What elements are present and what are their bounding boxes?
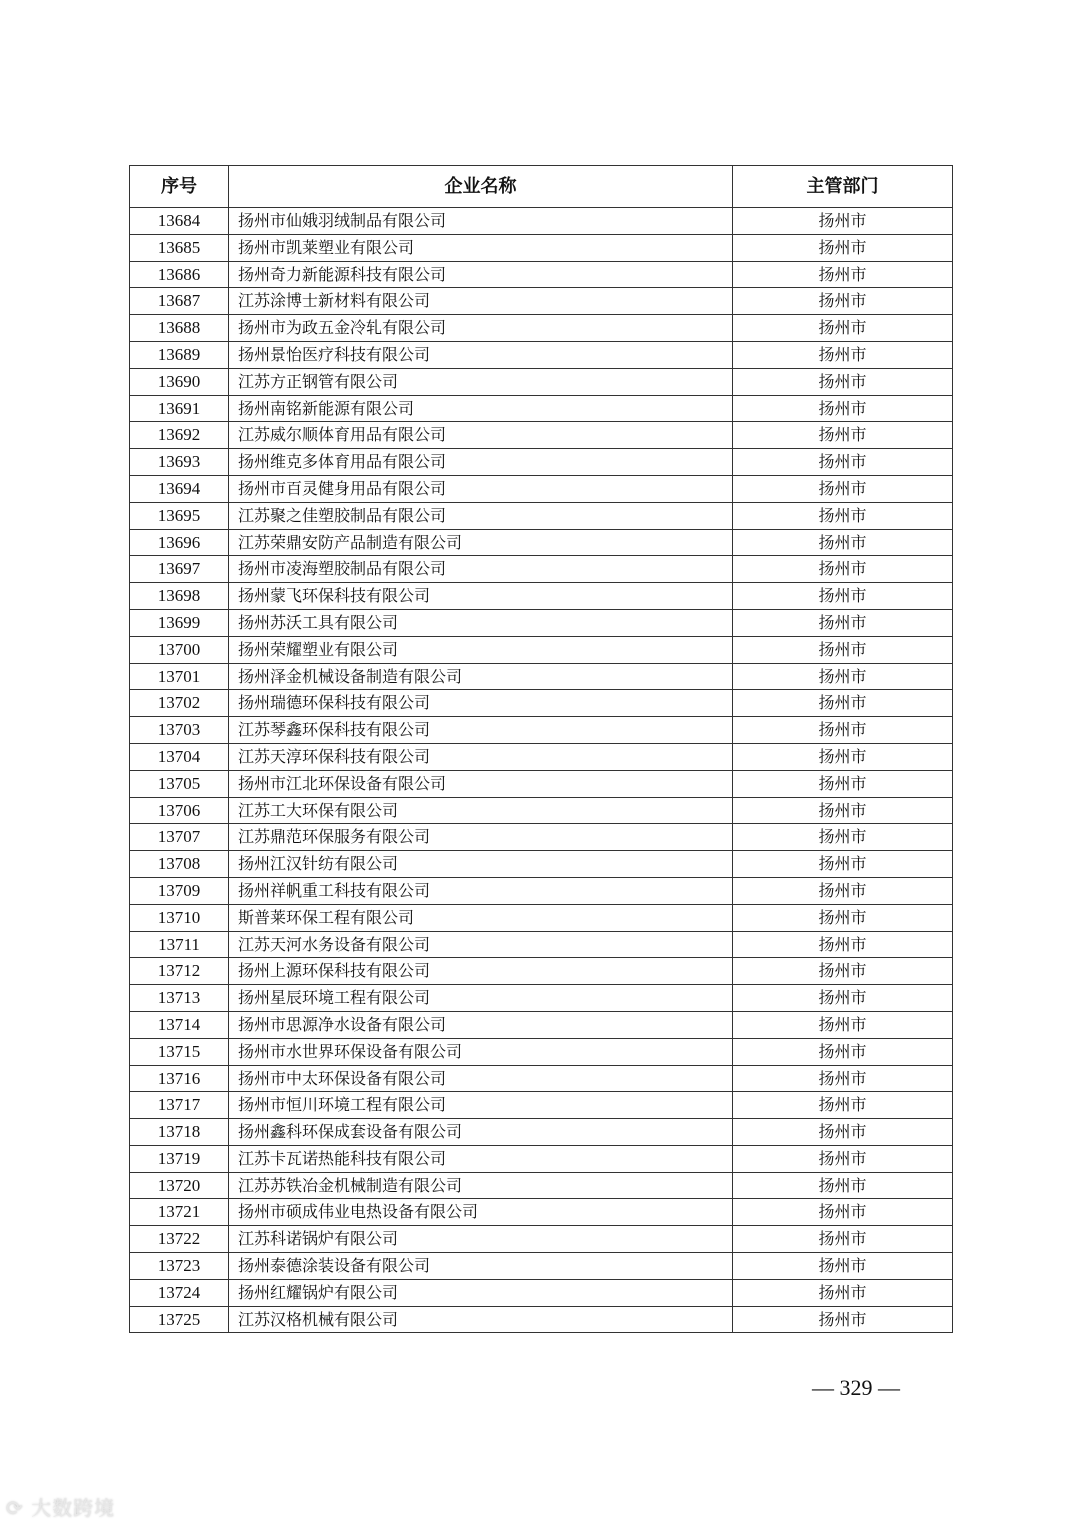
company-name-cell: 江苏汉格机械有限公司 bbox=[229, 1306, 733, 1333]
department-cell: 扬州市 bbox=[733, 315, 953, 342]
department-cell: 扬州市 bbox=[733, 475, 953, 502]
table-row bbox=[130, 609, 953, 636]
department-cell: 扬州市 bbox=[733, 1145, 953, 1172]
serial-number-cell: 13706 bbox=[130, 797, 229, 824]
watermark-logo bbox=[6, 1492, 115, 1521]
serial-number-cell: 13703 bbox=[130, 717, 229, 744]
company-table bbox=[129, 165, 953, 1333]
table-row bbox=[130, 770, 953, 797]
department-cell: 扬州市 bbox=[733, 824, 953, 851]
company-name-cell: 扬州江汉针纺有限公司 bbox=[229, 851, 733, 878]
table-row bbox=[130, 1145, 953, 1172]
serial-number-cell: 13709 bbox=[130, 877, 229, 904]
table-row bbox=[130, 743, 953, 770]
company-name-cell: 江苏鼎范环保服务有限公司 bbox=[229, 824, 733, 851]
table-row bbox=[130, 824, 953, 851]
table-row bbox=[130, 1065, 953, 1092]
company-name-cell: 扬州市凯莱塑业有限公司 bbox=[229, 234, 733, 261]
watermark-text: 大数跨境 bbox=[31, 1496, 116, 1520]
table-row bbox=[130, 502, 953, 529]
table-row bbox=[130, 583, 953, 610]
serial-number-cell: 13715 bbox=[130, 1038, 229, 1065]
department-cell: 扬州市 bbox=[733, 288, 953, 315]
table-row bbox=[130, 1279, 953, 1306]
company-name-cell: 扬州市恒川环境工程有限公司 bbox=[229, 1092, 733, 1119]
table-row bbox=[130, 1092, 953, 1119]
serial-number-cell: 13684 bbox=[130, 208, 229, 235]
table-row bbox=[130, 1038, 953, 1065]
serial-number-cell: 13694 bbox=[130, 475, 229, 502]
company-name-cell: 江苏聚之佳塑胶制品有限公司 bbox=[229, 502, 733, 529]
table-row bbox=[130, 1011, 953, 1038]
table-row bbox=[130, 449, 953, 476]
header-serial-number: 序号 bbox=[130, 166, 229, 208]
department-cell: 扬州市 bbox=[733, 770, 953, 797]
table-row bbox=[130, 529, 953, 556]
table-row bbox=[130, 985, 953, 1012]
company-name-cell: 扬州市硕成伟业电热设备有限公司 bbox=[229, 1199, 733, 1226]
table-row bbox=[130, 1172, 953, 1199]
table-row bbox=[130, 958, 953, 985]
serial-number-cell: 13722 bbox=[130, 1226, 229, 1253]
company-name-cell: 江苏琴鑫环保科技有限公司 bbox=[229, 717, 733, 744]
serial-number-cell: 13718 bbox=[130, 1119, 229, 1146]
company-name-cell: 扬州市中太环保设备有限公司 bbox=[229, 1065, 733, 1092]
department-cell: 扬州市 bbox=[733, 1092, 953, 1119]
company-name-cell: 扬州蒙飞环保科技有限公司 bbox=[229, 583, 733, 610]
department-cell: 扬州市 bbox=[733, 904, 953, 931]
department-cell: 扬州市 bbox=[733, 1279, 953, 1306]
department-cell: 扬州市 bbox=[733, 502, 953, 529]
table-row bbox=[130, 1119, 953, 1146]
table-header-row bbox=[130, 166, 953, 208]
company-name-cell: 扬州市江北环保设备有限公司 bbox=[229, 770, 733, 797]
table-row bbox=[130, 797, 953, 824]
serial-number-cell: 13691 bbox=[130, 395, 229, 422]
header-company-name: 企业名称 bbox=[229, 166, 733, 208]
page-number: — 329 — bbox=[812, 1375, 900, 1400]
department-cell: 扬州市 bbox=[733, 234, 953, 261]
department-cell: 扬州市 bbox=[733, 1172, 953, 1199]
company-name-cell: 扬州市水世界环保设备有限公司 bbox=[229, 1038, 733, 1065]
serial-number-cell: 13724 bbox=[130, 1279, 229, 1306]
table-row bbox=[130, 315, 953, 342]
serial-number-cell: 13692 bbox=[130, 422, 229, 449]
watermark-icon: ⟳ bbox=[6, 1496, 32, 1520]
table-row bbox=[130, 1199, 953, 1226]
serial-number-cell: 13702 bbox=[130, 690, 229, 717]
serial-number-cell: 13707 bbox=[130, 824, 229, 851]
company-name-cell: 扬州市思源净水设备有限公司 bbox=[229, 1011, 733, 1038]
serial-number-cell: 13710 bbox=[130, 904, 229, 931]
company-name-cell: 江苏科诺锅炉有限公司 bbox=[229, 1226, 733, 1253]
company-name-cell: 江苏方正钢管有限公司 bbox=[229, 368, 733, 395]
company-name-cell: 扬州荣耀塑业有限公司 bbox=[229, 636, 733, 663]
company-name-cell: 江苏苏铁冶金机械制造有限公司 bbox=[229, 1172, 733, 1199]
company-name-cell: 江苏涂博士新材料有限公司 bbox=[229, 288, 733, 315]
company-name-cell: 扬州南铭新能源有限公司 bbox=[229, 395, 733, 422]
serial-number-cell: 13708 bbox=[130, 851, 229, 878]
table-row bbox=[130, 1253, 953, 1280]
company-name-cell: 扬州市为政五金冷轧有限公司 bbox=[229, 315, 733, 342]
serial-number-cell: 13721 bbox=[130, 1199, 229, 1226]
department-cell: 扬州市 bbox=[733, 1199, 953, 1226]
serial-number-cell: 13699 bbox=[130, 609, 229, 636]
department-cell: 扬州市 bbox=[733, 208, 953, 235]
table-row bbox=[130, 690, 953, 717]
table-row bbox=[130, 341, 953, 368]
department-cell: 扬州市 bbox=[733, 1038, 953, 1065]
department-cell: 扬州市 bbox=[733, 529, 953, 556]
company-name-cell: 扬州苏沃工具有限公司 bbox=[229, 609, 733, 636]
company-name-cell: 扬州鑫科环保成套设备有限公司 bbox=[229, 1119, 733, 1146]
company-name-cell: 扬州景怡医疗科技有限公司 bbox=[229, 341, 733, 368]
company-name-cell: 扬州上源环保科技有限公司 bbox=[229, 958, 733, 985]
table-row bbox=[130, 1226, 953, 1253]
department-cell: 扬州市 bbox=[733, 583, 953, 610]
table-row bbox=[130, 475, 953, 502]
table-row bbox=[130, 663, 953, 690]
department-cell: 扬州市 bbox=[733, 717, 953, 744]
company-name-cell: 江苏卡瓦诺热能科技有限公司 bbox=[229, 1145, 733, 1172]
table-body bbox=[130, 208, 953, 1333]
department-cell: 扬州市 bbox=[733, 1253, 953, 1280]
table-row bbox=[130, 395, 953, 422]
serial-number-cell: 13720 bbox=[130, 1172, 229, 1199]
serial-number-cell: 13689 bbox=[130, 341, 229, 368]
department-cell: 扬州市 bbox=[733, 1119, 953, 1146]
department-cell: 扬州市 bbox=[733, 261, 953, 288]
table-row bbox=[130, 904, 953, 931]
table-row bbox=[130, 368, 953, 395]
department-cell: 扬州市 bbox=[733, 690, 953, 717]
table-row bbox=[130, 208, 953, 235]
department-cell: 扬州市 bbox=[733, 636, 953, 663]
serial-number-cell: 13717 bbox=[130, 1092, 229, 1119]
company-name-cell: 扬州奇力新能源科技有限公司 bbox=[229, 261, 733, 288]
company-name-cell: 扬州泽金机械设备制造有限公司 bbox=[229, 663, 733, 690]
department-cell: 扬州市 bbox=[733, 1306, 953, 1333]
serial-number-cell: 13685 bbox=[130, 234, 229, 261]
table-row bbox=[130, 636, 953, 663]
department-cell: 扬州市 bbox=[733, 958, 953, 985]
company-name-cell: 江苏工大环保有限公司 bbox=[229, 797, 733, 824]
serial-number-cell: 13695 bbox=[130, 502, 229, 529]
serial-number-cell: 13696 bbox=[130, 529, 229, 556]
department-cell: 扬州市 bbox=[733, 797, 953, 824]
serial-number-cell: 13697 bbox=[130, 556, 229, 583]
company-name-cell: 扬州红耀锅炉有限公司 bbox=[229, 1279, 733, 1306]
table-row bbox=[130, 288, 953, 315]
table-row bbox=[130, 556, 953, 583]
department-cell: 扬州市 bbox=[733, 609, 953, 636]
serial-number-cell: 13693 bbox=[130, 449, 229, 476]
serial-number-cell: 13701 bbox=[130, 663, 229, 690]
company-name-cell: 江苏天河水务设备有限公司 bbox=[229, 931, 733, 958]
serial-number-cell: 13713 bbox=[130, 985, 229, 1012]
company-name-cell: 斯普莱环保工程有限公司 bbox=[229, 904, 733, 931]
table-row bbox=[130, 1306, 953, 1333]
department-cell: 扬州市 bbox=[733, 1065, 953, 1092]
company-name-cell: 扬州祥帆重工科技有限公司 bbox=[229, 877, 733, 904]
company-name-cell: 扬州市百灵健身用品有限公司 bbox=[229, 475, 733, 502]
department-cell: 扬州市 bbox=[733, 931, 953, 958]
serial-number-cell: 13700 bbox=[130, 636, 229, 663]
serial-number-cell: 13723 bbox=[130, 1253, 229, 1280]
company-name-cell: 扬州维克多体育用品有限公司 bbox=[229, 449, 733, 476]
serial-number-cell: 13704 bbox=[130, 743, 229, 770]
table-row bbox=[130, 422, 953, 449]
company-name-cell: 扬州瑞德环保科技有限公司 bbox=[229, 690, 733, 717]
serial-number-cell: 13690 bbox=[130, 368, 229, 395]
department-cell: 扬州市 bbox=[733, 1011, 953, 1038]
department-cell: 扬州市 bbox=[733, 341, 953, 368]
company-name-cell: 江苏荣鼎安防产品制造有限公司 bbox=[229, 529, 733, 556]
table-row bbox=[130, 931, 953, 958]
serial-number-cell: 13705 bbox=[130, 770, 229, 797]
serial-number-cell: 13714 bbox=[130, 1011, 229, 1038]
company-name-cell: 江苏威尔顺体育用品有限公司 bbox=[229, 422, 733, 449]
company-name-cell: 扬州市凌海塑胶制品有限公司 bbox=[229, 556, 733, 583]
department-cell: 扬州市 bbox=[733, 851, 953, 878]
serial-number-cell: 13687 bbox=[130, 288, 229, 315]
table-row bbox=[130, 717, 953, 744]
department-cell: 扬州市 bbox=[733, 985, 953, 1012]
serial-number-cell: 13688 bbox=[130, 315, 229, 342]
department-cell: 扬州市 bbox=[733, 556, 953, 583]
company-name-cell: 扬州市仙娥羽绒制品有限公司 bbox=[229, 208, 733, 235]
serial-number-cell: 13711 bbox=[130, 931, 229, 958]
table-row bbox=[130, 234, 953, 261]
serial-number-cell: 13712 bbox=[130, 958, 229, 985]
table-row bbox=[130, 877, 953, 904]
serial-number-cell: 13725 bbox=[130, 1306, 229, 1333]
department-cell: 扬州市 bbox=[733, 877, 953, 904]
department-cell: 扬州市 bbox=[733, 395, 953, 422]
table-row bbox=[130, 261, 953, 288]
department-cell: 扬州市 bbox=[733, 1226, 953, 1253]
company-name-cell: 扬州泰德涂装设备有限公司 bbox=[229, 1253, 733, 1280]
company-name-cell: 江苏天淳环保科技有限公司 bbox=[229, 743, 733, 770]
department-cell: 扬州市 bbox=[733, 422, 953, 449]
company-name-cell: 扬州星辰环境工程有限公司 bbox=[229, 985, 733, 1012]
department-cell: 扬州市 bbox=[733, 663, 953, 690]
header-department: 主管部门 bbox=[733, 166, 953, 208]
serial-number-cell: 13698 bbox=[130, 583, 229, 610]
serial-number-cell: 13716 bbox=[130, 1065, 229, 1092]
table-row bbox=[130, 851, 953, 878]
department-cell: 扬州市 bbox=[733, 743, 953, 770]
serial-number-cell: 13719 bbox=[130, 1145, 229, 1172]
serial-number-cell: 13686 bbox=[130, 261, 229, 288]
department-cell: 扬州市 bbox=[733, 449, 953, 476]
department-cell: 扬州市 bbox=[733, 368, 953, 395]
